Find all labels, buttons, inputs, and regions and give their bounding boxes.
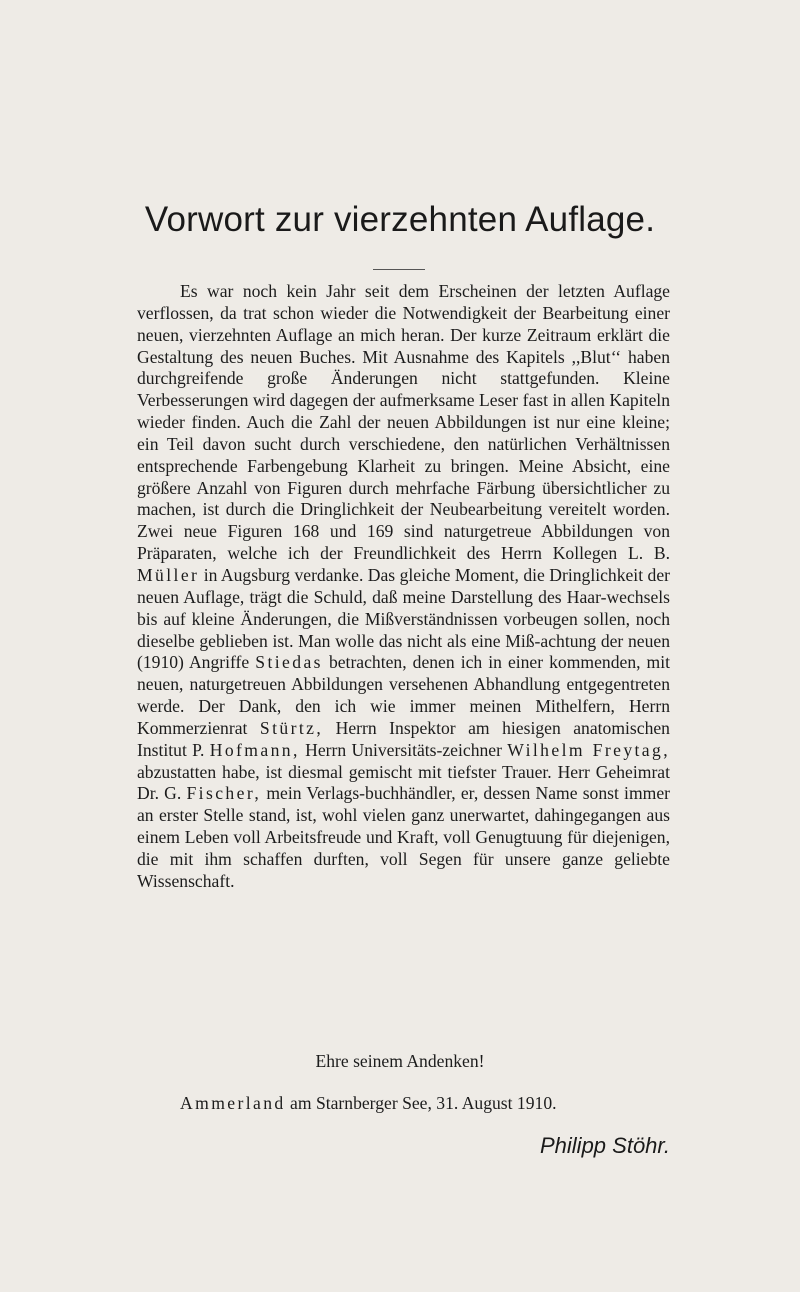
name-stuertz: Stürtz, <box>259 717 324 738</box>
title-divider <box>373 269 425 270</box>
name-fischer: Fischer, <box>186 783 262 804</box>
date-text: am Starnberger See, 31. August 1910. <box>290 1093 557 1113</box>
name-freytag: Wilhelm Freytag, <box>507 739 671 760</box>
body-text-segment: abzustatten habe, ist diesmal gemischt mit tiefster Trauer. Herr Geheimrat Dr. G. <box>137 761 670 804</box>
place-name: Ammerland <box>180 1093 286 1113</box>
body-text-segment: Es war noch kein Jahr seit dem Erscheinen der letzten Auflage verflossen, da trat schon wieder die Notwendigkeit der Bearbeitung einer neuen, vierzehnten Auflage an mich heran. Der kurze Zeitraum erklärt die Gestaltung des neuen Buches. Mit Ausnahme des Kapitels ,,Blut‘‘ haben durchgreifende große Änderungen nicht stattgefunden. Kleine Verbesserungen wird dagegen der aufmerksame Leser fast in allen Kapiteln wieder finden. Auch die Zahl der neuen Abbildungen ist nur eine kleine; ein Teil davon sucht durch verschiedene, den natürlichen Verhältnissen entsprechende Farbengebung Klarheit zu bringen. Meine Absicht, eine größere Anzahl von Figuren durch mehrfache Färbung übersichtlicher zu machen, ist durch die Dringlichkeit der Neubearbeitung vereitelt worden. Zwei neue Figuren 168 und 169 sind naturgetreue Abbildungen von Präparaten, welche ich der Freundlichkeit des Herrn Kollegen L. B. <box>137 281 670 564</box>
name-hofmann: Hofmann, <box>209 739 300 760</box>
preface-body <box>137 281 670 893</box>
author-signature: Philipp Stöhr. <box>540 1133 671 1158</box>
body-text-segment: mein Verlags-buchhändler, er, dessen Name sonst immer an erster Stelle stand, ist, wohl vielen ganz unerwartet, dahingegangen aus einem Leben voll Arbeitsfreude und Kraft, voll Genugtuung für diejenigen, die mit ihm schaffen durften, voll Segen für unsere ganze geliebte Wissenschaft. <box>137 783 670 891</box>
body-text-segment: in Augsburg verdanke. Das gleiche Moment, die Dringlichkeit der neuen Auflage, trägt die Schuld, daß meine Darstellung des Haar-wechsels bis auf kleine Änderungen, die Mißverständnissen vorbeugen sollen, noch dieselbe geblieben ist. Man wolle das nicht als eine Miß-achtung der neuen (1910) Angriffe <box>137 564 671 673</box>
body-text-segment: betrachten, denen ich in einer kommenden, mit neuen, naturgetreuen Abbildungen versehenen Abhandlung entgegentreten werde. Der Dank, den ich wie immer meinen Mithelfern, Herrn Kommerzienrat <box>137 652 671 738</box>
name-mueller: Müller <box>137 564 200 585</box>
body-text-segment: Herrn Inspektor am hiesigen anatomischen Institut P. <box>137 717 670 760</box>
name-stieda: Stiedas <box>255 652 323 673</box>
page-title: Vorwort zur vierzehnten Auflage. <box>144 200 656 239</box>
body-text-segment: Herrn Universitäts-zeichner <box>305 739 502 760</box>
closing-line: Ehre seinem Andenken! <box>315 1051 485 1071</box>
place-date-line <box>180 1093 557 1114</box>
